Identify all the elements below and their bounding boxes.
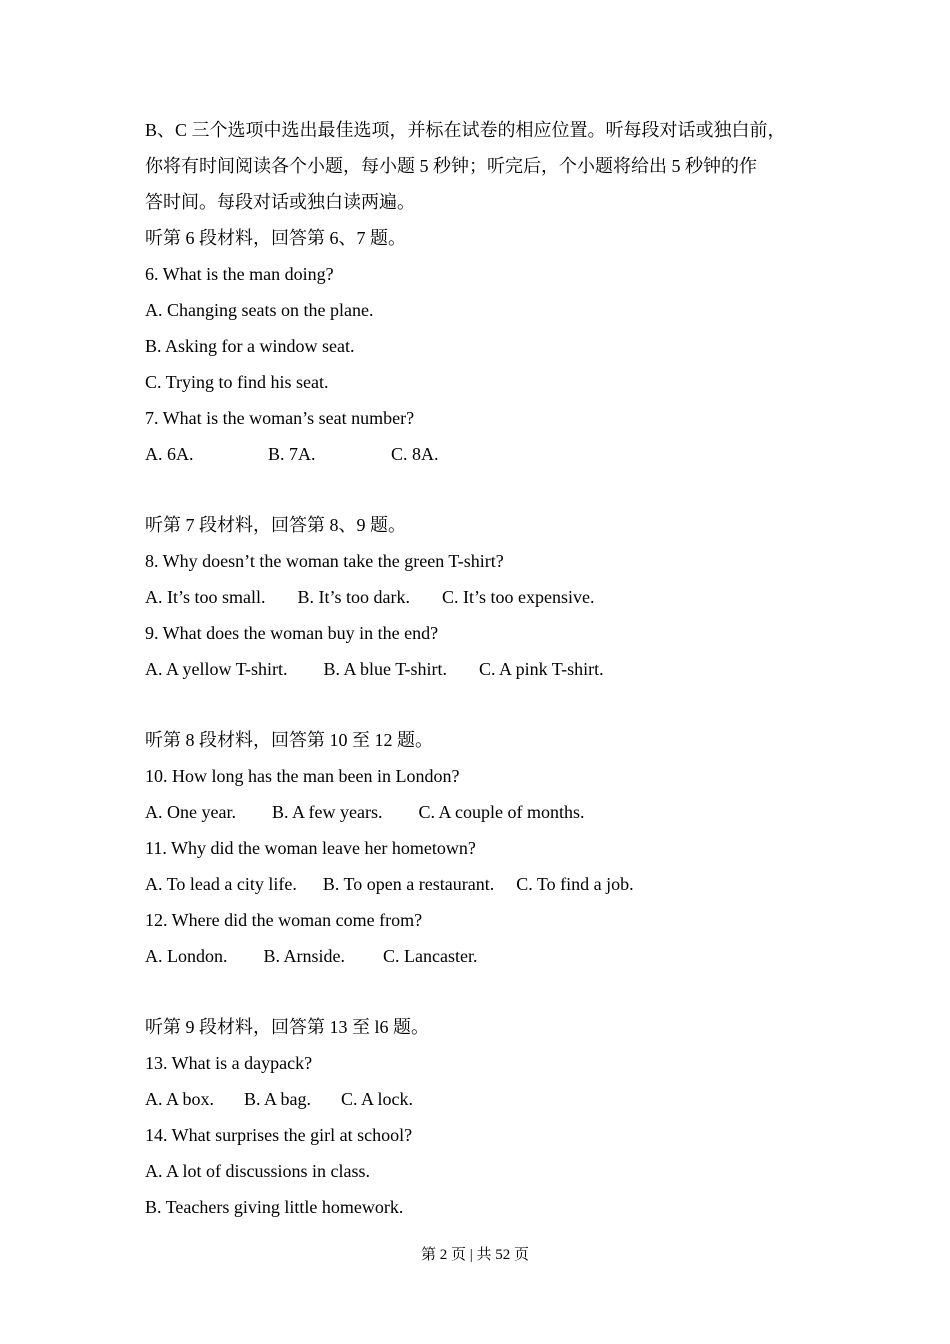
question-11-option-c: C. To find a job. bbox=[516, 874, 634, 894]
question-8-option-b: B. It’s too dark. bbox=[297, 587, 410, 607]
spacer bbox=[145, 687, 825, 722]
question-13-option-b: B. A bag. bbox=[244, 1089, 312, 1109]
intro-line: B、C 三个选项中选出最佳选项，并标在试卷的相应位置。听每段对话或独白前， bbox=[145, 120, 786, 140]
question-13-options bbox=[145, 1081, 825, 1117]
question-9-option-c: C. A pink T-shirt. bbox=[479, 659, 604, 679]
question-9-options bbox=[145, 651, 825, 687]
section-heading: 听第 7 段材料，回答第 8、9 题。 bbox=[145, 515, 406, 535]
question-7-option-a: A. 6A. bbox=[145, 444, 194, 464]
intro-line: 答时间。每段对话或独白读两遍。 bbox=[145, 192, 415, 212]
question-12: 12. Where did the woman come from? bbox=[145, 910, 423, 930]
page-content bbox=[145, 112, 825, 1225]
section-heading: 听第 8 段材料，回答第 10 至 12 题。 bbox=[145, 730, 433, 750]
question-6-option-a: A. Changing seats on the plane. bbox=[145, 300, 374, 320]
question-9-option-a: A. A yellow T-shirt. bbox=[145, 659, 288, 679]
question-7-options bbox=[145, 436, 825, 472]
question-10-option-b: B. A few years. bbox=[271, 802, 383, 822]
question-12-option-b: B. Arnside. bbox=[263, 946, 346, 966]
question-11-option-b: B. To open a restaurant. bbox=[322, 874, 495, 894]
question-6: 6. What is the man doing? bbox=[145, 264, 334, 284]
question-12-option-a: A. London. bbox=[145, 946, 228, 966]
question-11: 11. Why did the woman leave her hometown? bbox=[145, 838, 476, 858]
question-6-option-b: B. Asking for a window seat. bbox=[145, 336, 355, 356]
question-10-options bbox=[145, 794, 825, 830]
question-13-option-a: A. A box. bbox=[145, 1089, 215, 1109]
question-10: 10. How long has the man been in London? bbox=[145, 766, 460, 786]
question-10-option-a: A. One year. bbox=[145, 802, 236, 822]
question-7-option-b: B. 7A. bbox=[268, 444, 316, 464]
spacer bbox=[145, 472, 825, 507]
section-heading: 听第 9 段材料，回答第 13 至 l6 题。 bbox=[145, 1017, 429, 1037]
spacer bbox=[145, 974, 825, 1009]
question-14-option-b: B. Teachers giving little homework. bbox=[145, 1197, 404, 1217]
question-11-options bbox=[145, 866, 825, 902]
question-10-option-c: C. A couple of months. bbox=[418, 802, 585, 822]
question-6-option-c: C. Trying to find his seat. bbox=[145, 372, 329, 392]
question-8-options bbox=[145, 579, 825, 615]
question-9: 9. What does the woman buy in the end? bbox=[145, 623, 439, 643]
question-7: 7. What is the woman’s seat number? bbox=[145, 408, 415, 428]
question-11-option-a: A. To lead a city life. bbox=[145, 874, 297, 894]
intro-line: 你将有时间阅读各个小题，每小题 5 秒钟；听完后，个小题将给出 5 秒钟的作 bbox=[145, 156, 757, 176]
question-8-option-c: C. It’s too expensive. bbox=[442, 587, 595, 607]
question-8: 8. Why doesn’t the woman take the green T-shirt? bbox=[145, 551, 504, 571]
question-7-option-c: C. 8A. bbox=[391, 444, 439, 464]
question-14: 14. What surprises the girl at school? bbox=[145, 1125, 413, 1145]
question-13-option-c: C. A lock. bbox=[341, 1089, 414, 1109]
page-footer: 第 2 页 | 共 52 页 bbox=[420, 1247, 529, 1263]
question-13: 13. What is a daypack? bbox=[145, 1053, 313, 1073]
question-12-options bbox=[145, 938, 825, 974]
question-12-option-c: C. Lancaster. bbox=[383, 946, 478, 966]
question-9-option-b: B. A blue T-shirt. bbox=[323, 659, 448, 679]
section-heading: 听第 6 段材料，回答第 6、7 题。 bbox=[145, 228, 406, 248]
question-8-option-a: A. It’s too small. bbox=[145, 587, 266, 607]
question-14-option-a: A. A lot of discussions in class. bbox=[145, 1161, 371, 1181]
